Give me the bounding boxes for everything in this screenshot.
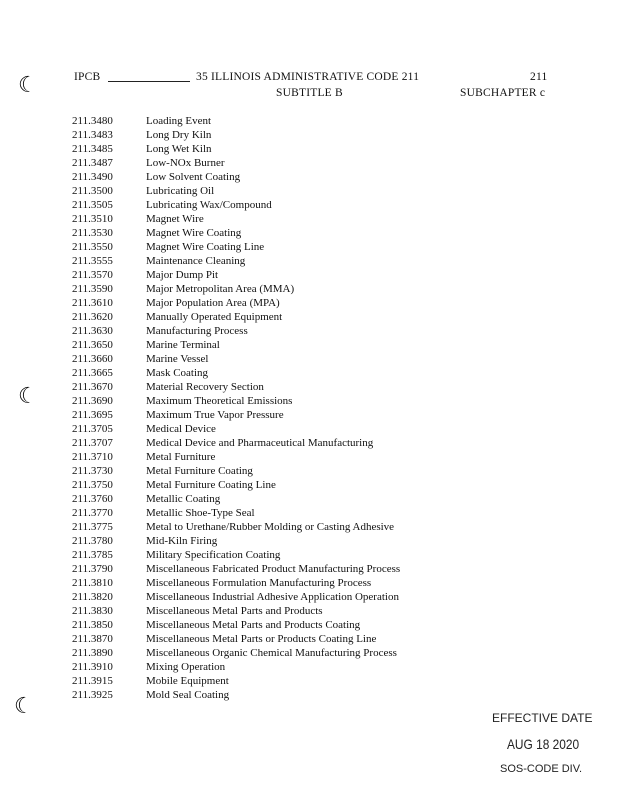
section-term: Mixing Operation [146, 661, 226, 673]
section-number: 211.3650 [72, 339, 113, 351]
section-number: 211.3485 [72, 143, 113, 155]
section-number: 211.3750 [72, 479, 113, 491]
section-row [72, 660, 492, 674]
section-row [72, 506, 492, 520]
section-number: 211.3775 [72, 521, 113, 533]
section-row [72, 450, 492, 464]
section-row [72, 268, 492, 282]
section-row [72, 114, 492, 128]
section-number: 211.3785 [72, 549, 113, 561]
section-row [72, 282, 492, 296]
section-number: 211.3665 [72, 367, 113, 379]
binder-hole-icon: ☾ [14, 694, 34, 719]
section-term: Mobile Equipment [146, 675, 229, 687]
section-row [72, 198, 492, 212]
section-row [72, 562, 492, 576]
section-term: Metallic Shoe-Type Seal [146, 507, 255, 519]
section-term: Lubricating Wax/Compound [146, 199, 272, 211]
section-term: Miscellaneous Fabricated Product Manufacturing Process [146, 563, 401, 575]
section-row [72, 128, 492, 142]
section-term: Metal Furniture Coating Line [146, 479, 276, 491]
section-number: 211.3780 [72, 535, 113, 547]
section-term: Material Recovery Section [146, 381, 264, 393]
section-number: 211.3870 [72, 633, 113, 645]
section-row [72, 520, 492, 534]
section-row [72, 422, 492, 436]
section-term: Miscellaneous Organic Chemical Manufacturing Process [146, 647, 397, 659]
section-row [72, 646, 492, 660]
section-row [72, 534, 492, 548]
section-term: Mold Seal Coating [146, 689, 230, 701]
section-term: Loading Event [146, 115, 212, 127]
section-number: 211.3480 [72, 115, 113, 127]
section-row [72, 576, 492, 590]
section-row [72, 296, 492, 310]
section-term: Magnet Wire [146, 213, 204, 225]
binder-hole-icon: ☾ [18, 73, 38, 98]
section-term: Metal Furniture Coating [146, 465, 253, 477]
section-number: 211.3890 [72, 647, 113, 659]
section-number: 211.3710 [72, 451, 113, 463]
section-number: 211.3483 [72, 129, 113, 141]
section-term: Metal Furniture [146, 451, 216, 463]
section-number: 211.3550 [72, 241, 113, 253]
section-term: Maximum True Vapor Pressure [146, 409, 284, 421]
section-term: Low-NOx Burner [146, 157, 225, 169]
section-row [72, 310, 492, 324]
section-row [72, 492, 492, 506]
section-number: 211.3490 [72, 171, 113, 183]
section-row [72, 240, 492, 254]
section-row [72, 352, 492, 366]
section-row [72, 674, 492, 688]
section-number: 211.3670 [72, 381, 113, 393]
section-term: Magnet Wire Coating Line [146, 241, 265, 253]
section-term: Medical Device and Pharmaceutical Manufacturing [146, 437, 374, 449]
header-code-title: 35 ILLINOIS ADMINISTRATIVE CODE 211 [196, 71, 420, 83]
section-number: 211.3925 [72, 689, 113, 701]
section-row [72, 618, 492, 632]
section-row [72, 366, 492, 380]
section-list [72, 114, 492, 702]
header-subtitle: SUBTITLE B [276, 87, 343, 99]
section-term: Mask Coating [146, 367, 209, 379]
section-number: 211.3850 [72, 619, 113, 631]
section-number: 211.3705 [72, 423, 113, 435]
section-row [72, 632, 492, 646]
section-number: 211.3610 [72, 297, 113, 309]
section-term: Marine Vessel [146, 353, 209, 365]
section-number: 211.3707 [72, 437, 113, 449]
section-term: Magnet Wire Coating [146, 227, 242, 239]
section-term: Major Metropolitan Area (MMA) [146, 283, 295, 295]
section-number: 211.3570 [72, 269, 113, 281]
header-agency: IPCB [74, 71, 101, 83]
section-number: 211.3690 [72, 395, 113, 407]
section-term: Miscellaneous Metal Parts and Products [146, 605, 323, 617]
section-number: 211.3620 [72, 311, 113, 323]
section-term: Marine Terminal [146, 339, 220, 351]
section-row [72, 590, 492, 604]
section-term: Metal to Urethane/Rubber Molding or Casting Adhesive [146, 521, 395, 533]
section-term: Manually Operated Equipment [146, 311, 283, 323]
section-row [72, 436, 492, 450]
section-row [72, 548, 492, 562]
section-number: 211.3760 [72, 493, 113, 505]
section-number: 211.3910 [72, 661, 113, 673]
section-row [72, 156, 492, 170]
section-number: 211.3510 [72, 213, 113, 225]
section-row [72, 254, 492, 268]
section-term: Miscellaneous Metal Parts or Products Coating Line [146, 633, 377, 645]
section-term: Miscellaneous Industrial Adhesive Application Operation [146, 591, 399, 603]
section-number: 211.3790 [72, 563, 113, 575]
section-row [72, 142, 492, 156]
section-term: Medical Device [146, 423, 216, 435]
binder-hole-icon: ☾ [18, 384, 38, 409]
section-row [72, 212, 492, 226]
section-term: Mid-Kiln Firing [146, 535, 218, 547]
header-rule [108, 81, 190, 82]
section-row [72, 408, 492, 422]
section-row [72, 478, 492, 492]
section-term: Maintenance Cleaning [146, 255, 246, 267]
section-term: Long Wet Kiln [146, 143, 212, 155]
section-term: Miscellaneous Metal Parts and Products Coating [146, 619, 361, 631]
section-row [72, 338, 492, 352]
section-number: 211.3820 [72, 591, 113, 603]
section-term: Major Dump Pit [146, 269, 219, 281]
section-number: 211.3530 [72, 227, 113, 239]
section-term: Manufacturing Process [146, 325, 248, 337]
section-number: 211.3695 [72, 409, 113, 421]
stamp-effective-date-label: EFFECTIVE DATE [492, 711, 593, 725]
stamp-division: SOS-CODE DIV. [500, 763, 583, 775]
stamp-date: AUG 18 2020 [507, 736, 580, 752]
section-row [72, 324, 492, 338]
header-part: 211 [530, 71, 548, 83]
section-term: Low Solvent Coating [146, 171, 241, 183]
section-number: 211.3660 [72, 353, 113, 365]
section-term: Lubricating Oil [146, 185, 215, 197]
section-term: Miscellaneous Formulation Manufacturing Process [146, 577, 372, 589]
section-number: 211.3590 [72, 283, 113, 295]
section-number: 211.3915 [72, 675, 113, 687]
section-row [72, 380, 492, 394]
section-number: 211.3810 [72, 577, 113, 589]
section-number: 211.3487 [72, 157, 113, 169]
section-number: 211.3555 [72, 255, 113, 267]
section-row [72, 226, 492, 240]
section-number: 211.3830 [72, 605, 113, 617]
section-row [72, 184, 492, 198]
section-term: Maximum Theoretical Emissions [146, 395, 293, 407]
section-row [72, 464, 492, 478]
section-number: 211.3770 [72, 507, 113, 519]
section-term: Military Specification Coating [146, 549, 281, 561]
header-subchapter: SUBCHAPTER c [460, 87, 546, 99]
section-number: 211.3505 [72, 199, 113, 211]
section-row [72, 604, 492, 618]
section-number: 211.3730 [72, 465, 113, 477]
section-term: Long Dry Kiln [146, 129, 212, 141]
section-term: Metallic Coating [146, 493, 221, 505]
section-row [72, 394, 492, 408]
section-number: 211.3630 [72, 325, 113, 337]
section-number: 211.3500 [72, 185, 113, 197]
section-term: Major Population Area (MPA) [146, 297, 280, 309]
section-row [72, 170, 492, 184]
section-row [72, 688, 492, 702]
